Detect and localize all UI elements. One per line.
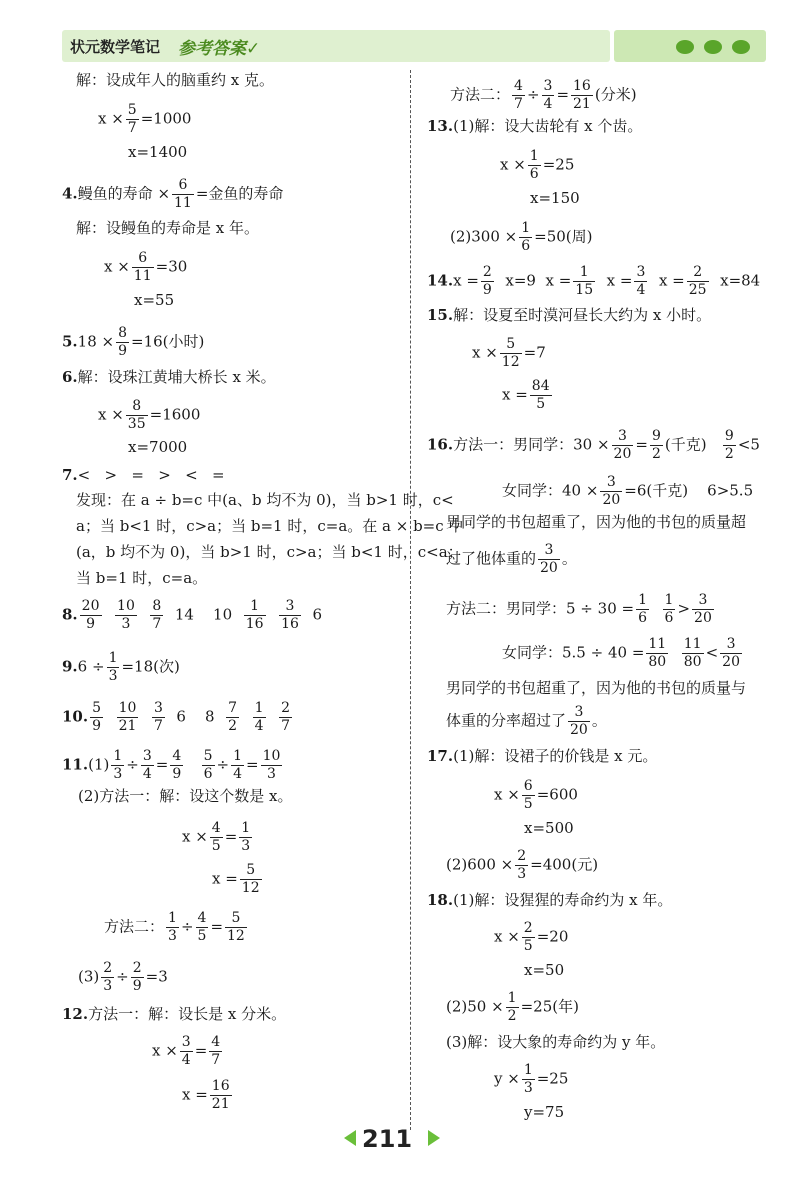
equation: x × $\frac{5}{7}$ =1000 <box>98 102 192 136</box>
answer-line: 男同学的书包超重了，因为他的书包的质量与 <box>446 679 747 697</box>
equation: 方法二： $\frac{1}{3}$ ÷ $\frac{4}{5}$ = $\frac{5}{12}$ <box>104 910 245 944</box>
equation: x=500 <box>524 819 574 837</box>
equation: y=75 <box>524 1103 565 1121</box>
equation: (2)600 × $\frac{2}{3}$ =400(元) <box>446 848 599 882</box>
column-divider <box>410 70 411 1130</box>
answer-line: 12.方法一：解：设长是 x 分米。 <box>62 1005 287 1023</box>
answer-line: 8. $\frac{20}{9}$ $\frac{10}{3}$ $\frac{8}{7}$ 14 10 $\frac{1}{16}$ $\frac{3}{16}$ 6 <box>62 598 322 632</box>
answer-line: 17.(1)解：设裙子的价钱是 x 元。 <box>427 747 658 765</box>
page-number: 211 <box>362 1125 413 1153</box>
dot-icon <box>704 40 722 54</box>
answer-line: 男同学的书包超重了，因为他的书包的质量超 <box>446 513 747 531</box>
equation: x=55 <box>134 291 175 309</box>
answer-line: 7.< > = > < = <box>62 466 225 484</box>
equation: x × $\frac{5}{12}$ =7 <box>472 336 546 370</box>
equation: x=150 <box>530 189 580 207</box>
answer-line: 11.(1) $\frac{1}{3}$ ÷ $\frac{3}{4}$ = $\frac{4}{9}$ $\frac{5}{6}$ ÷ $\frac{1}{4}$ = $\frac{10}{3}$ <box>62 748 281 782</box>
equation: (2)50 × $\frac{1}{2}$ =25(年) <box>446 990 579 1024</box>
equation: x = $\frac{84}{5}$ <box>502 378 550 412</box>
answer-line: 女同学：40 × $\frac{3}{20}$ =6(千克) 6>5.5 <box>502 474 754 508</box>
answer-line: 6.解：设珠江黄埔大桥长 x 米。 <box>62 368 276 386</box>
answer-line: 发现：在 a ÷ b=c 中(a、b 均不为 0)，当 b>1 时，c< <box>76 491 454 509</box>
prev-page-icon <box>344 1130 356 1146</box>
answer-line: 14.x = $\frac{2}{9}$ x=9 x = $\frac{1}{15}$ x = $\frac{3}{4}$ x = $\frac{2}{25}$ x=84 <box>427 264 761 298</box>
equation: x × $\frac{2}{5}$ =20 <box>494 920 569 954</box>
answer-line: 过了他体重的 $\frac{3}{20}$ 。 <box>446 542 577 576</box>
section-title: 参考答案✓ <box>178 39 261 59</box>
answer-line: 4.鳗鱼的寿命 × $\frac{6}{11}$ =金鱼的寿命 <box>62 177 284 211</box>
dot-icon <box>676 40 694 54</box>
equation: (2)300 × $\frac{1}{6}$ =50(周) <box>450 220 593 254</box>
equation: y × $\frac{1}{3}$ =25 <box>494 1062 569 1096</box>
answer-line: (2)方法一：解：设这个数是 x。 <box>78 787 293 805</box>
answer-line: 女同学：5.5 ÷ 40 = $\frac{11}{80}$ $\frac{11}{80}$ < $\frac{3}{20}$ <box>502 636 740 670</box>
answer-line: 解：设鳗鱼的寿命是 x 年。 <box>76 219 259 237</box>
answer-line: (a，b 均不为 0)，当 b>1 时，c>a；当 b<1 时，c<a； <box>76 543 463 561</box>
equation: x × $\frac{4}{5}$ = $\frac{1}{3}$ <box>182 820 251 854</box>
equation: x=50 <box>524 961 565 979</box>
answer-line: 13.(1)解：设大齿轮有 x 个齿。 <box>427 117 643 135</box>
answer-line: 18.(1)解：设猩猩的寿命约为 x 年。 <box>427 891 673 909</box>
equation: x × $\frac{6}{11}$ =30 <box>104 250 188 284</box>
answer-line: 方法二：男同学：5 ÷ 30 = $\frac{1}{6}$ $\frac{1}{6}$ > $\frac{3}{20}$ <box>446 592 712 626</box>
answer-line: 当 b=1 时，c=a。 <box>76 569 208 587</box>
dot-icon <box>732 40 750 54</box>
equation: x × $\frac{6}{5}$ =600 <box>494 778 578 812</box>
equation: x × $\frac{3}{4}$ = $\frac{4}{7}$ <box>152 1034 221 1068</box>
answer-line: (3)解：设大象的寿命约为 y 年。 <box>446 1033 666 1051</box>
answer-line: 10. $\frac{5}{9}$ $\frac{10}{21}$ $\frac{3}{7}$ 6 8 $\frac{7}{2}$ $\frac{1}{4}$ $\frac{2}{7}$ <box>62 700 290 734</box>
equation: x = $\frac{16}{21}$ <box>182 1078 230 1112</box>
equation: 方法二： $\frac{4}{7}$ ÷ $\frac{3}{4}$ = $\frac{16}{21}$ (分米) <box>450 78 637 112</box>
equation: x=7000 <box>128 438 188 456</box>
answer-line: 体重的分率超过了 $\frac{3}{20}$ 。 <box>446 704 607 738</box>
answer-line: 5.18 × $\frac{8}{9}$ =16(小时) <box>62 325 205 359</box>
equation: x × $\frac{8}{35}$ =1600 <box>98 398 201 432</box>
book-title: 状元数学笔记 <box>70 38 161 56</box>
answer-line: 16.方法一：男同学：30 × $\frac{3}{20}$ = $\frac{9}{2}$ (千克) $\frac{9}{2}$ <5 <box>427 428 760 462</box>
answer-line: a；当 b<1 时，c>a；当 b=1 时，c=a。在 a × b=c 中 <box>76 517 464 535</box>
equation: x=1400 <box>128 143 188 161</box>
next-page-icon <box>428 1130 440 1146</box>
answer-line: 解：设成年人的脑重约 x 克。 <box>76 71 274 89</box>
equation: (3) $\frac{2}{3}$ ÷ $\frac{2}{9}$ =3 <box>78 960 168 994</box>
answer-line: 9.6 ÷ $\frac{1}{3}$ =18(次) <box>62 650 180 684</box>
answer-line: 15.解：设夏至时漠河昼长大约为 x 小时。 <box>427 306 712 324</box>
equation: x × $\frac{1}{6}$ =25 <box>500 148 575 182</box>
equation: x = $\frac{5}{12}$ <box>212 862 260 896</box>
